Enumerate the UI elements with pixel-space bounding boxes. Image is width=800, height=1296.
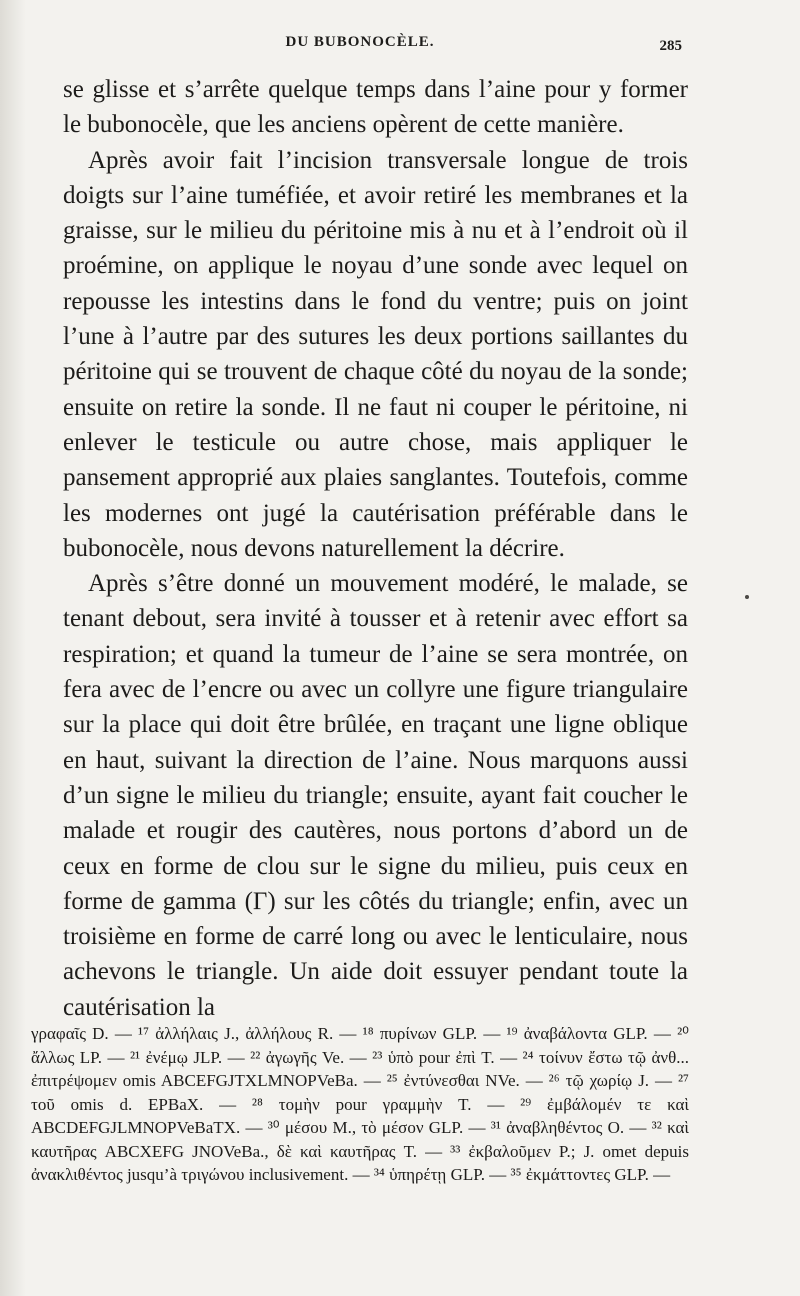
paragraph-incision: Après avoir fait l’incision transversale longue de trois doigts sur l’aine tuméfiée, et avoir retiré les membranes et la graisse, sur le milieu du péritoine mis à nu et à l’endroit où il proémine, on applique le noyau d’une sonde avec lequel on repousse les intestins dans le fond du ventre; puis on joint l’une à l’autre par des sutures les deux portions saillantes du péritoine qui se trouvent de chaque côté du noyau de la sonde; ensuite on retire la sonde. Il ne faut ni couper le péritoine, ni enlever le testicule ou autre chose, mais appliquer le pansement approprié aux plaies sanglantes. Toutefois, comme les modernes ont jugé la cautérisation préférable dans le bubonocèle, nous devons naturellement la décrire. [63,146,688,562]
running-title: DU BUBONOCÈLE. [285,34,435,50]
page-number: 285 [659,38,682,54]
main-text [63,72,688,1025]
ink-speck [745,595,749,599]
footnotes: γραφαῖς D. — ¹⁷ ἀλλήλαις J., ἀλλήλους R. — ¹⁸ πυρίνων GLP. — ¹⁹ ἀναβάλοντα GLP. — ²⁰ ἄλλως LP. — ²¹ ἐνέμῳ JLP. — ²² ἀγωγῆς Ve. — ²³ ὑπὸ pour ἐπὶ T. — ²⁴ τοίνυν ἔστω τῷ ἀνθ... ἐπιτρέψομεν omis ABCEFGJTXLMNOPVeBa. — ²⁵ ἐντύνεσθαι NVe. — ²⁶ τῷ χωρίῳ J. — ²⁷ τοῦ omis d. EPBaX. — ²⁸ τομὴν pour γραμμὴν T. — ²⁹ ἐμβάλομέν τε καὶ ABCDEFGJLMNOPVeBaTX. — ³⁰ μέσου M., τὸ μέσον GLP. — ³¹ ἀναβληθέντος O. — ³² καὶ καυτῆρας ABCXEFG JNOVeBa., δὲ καὶ καυτῆρας T. — ³³ ἐκβαλοῦμεν P.; J. omet depuis ἀνακλιθέντος jusqu’à τριγώνου inclusivement. — ³⁴ ὑπηρέτῃ GLP. — ³⁵ ἐκμάττοντες GLP. — [31,1024,689,1184]
paragraph-continuation: se glisse et s’arrête quelque temps dans l’aine pour y former le bubonocèle, que les anciens opèrent de cette manière. [63,76,688,139]
paragraph-cauterisation: Après s’être donné un mouvement modéré, le malade, se tenant debout, sera invité à tousser et à retenir avec effort sa respiration; et quand la tumeur de l’aine se sera montrée, on fera avec de l’encre ou avec un collyre une figure triangulaire sur la place qui doit être brûlée, en traçant une ligne oblique en haut, suivant la direction de l’aine. Nous marquons aussi d’un signe le milieu du triangle; ensuite, ayant fait coucher le malade et rougir des cautères, nous portons d’abord un de ceux en forme de clou sur le signe du milieu, puis ceux en forme de gamma (Γ) sur les côtés du triangle; enfin, avec un troisième en forme de carré long ou avec le lenticulaire, nous achevons le triangle. Un aide doit essuyer pendant toute la cautérisation la [63,570,688,1021]
running-head [0,34,800,58]
page-gutter-shadow [0,0,26,1296]
